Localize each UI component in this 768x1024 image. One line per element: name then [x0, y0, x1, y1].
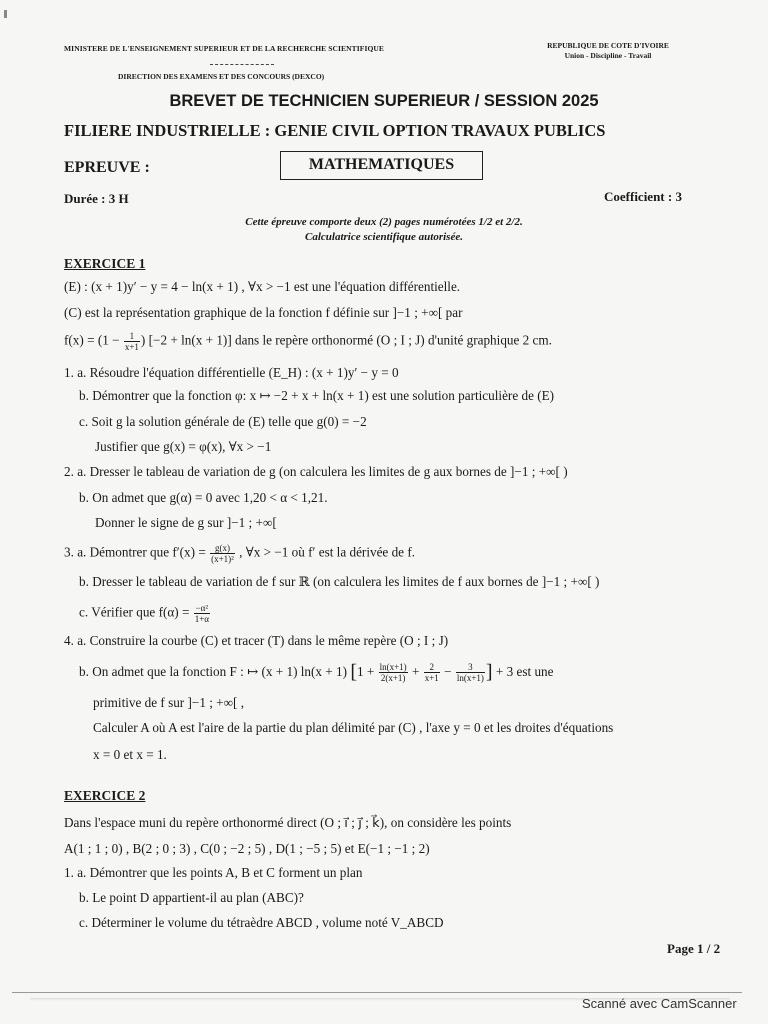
exam-title: BREVET DE TECHNICIEN SUPERIEUR / SESSION 2025: [169, 92, 599, 110]
question-4b: b. On admet que la fonction F : ↦ (x + 1) ln(x + 1) [1 + $\frac{\ln(x+1)}{2(x+1)}$ + $\frac{2}{x+1}$ − $\frac{3}{\ln(x+1)}$ ] + 3 est une: [79, 661, 554, 684]
coefficient: Coefficient : 3: [604, 189, 682, 204]
bottom-rule: [12, 992, 742, 993]
f-prime-fraction: $\frac{g(x)}{\text{(x+1)²}}$: [211, 543, 234, 564]
exercise-1-title: EXERCICE 1: [64, 256, 146, 271]
subject-box: MATHEMATIQUES: [280, 151, 483, 180]
question-1a: 1. a. Résoudre l'équation différentielle (E_H) : (x + 1)y′ − y = 0: [64, 365, 399, 380]
question-2b: b. On admet que g(α) = 0 avec 1,20 < α < 1,21.: [79, 490, 328, 505]
scan-speck: [4, 10, 7, 18]
ex1-equation-E: (E) : (x + 1)y′ − y = 4 − ln(x + 1) , ∀x > −1 est une l'équation différentielle.: [64, 279, 461, 294]
ex2-question-1b: b. Le point D appartient-il au plan (ABC)?: [79, 890, 304, 905]
question-1c-justify: Justifier que g(x) = φ(x), ∀x > −1: [95, 439, 272, 454]
question-3a: 3. a. Démontrer que f′(x) = $\frac{g(x)}{\text{(x+1)²}}$ , ∀x > −1 où f′ est la dérivée de f.: [64, 543, 416, 564]
question-3c: c. Vérifier que f(α) = $\frac{\text{−α²}}{1+\alpha}$: [79, 603, 209, 624]
direction-header: DIRECTION DES EXAMENS ET DES CONCOURS (DEXCO): [118, 72, 325, 81]
f-alpha-fraction: $\frac{\text{−α²}}{1+\alpha}$: [194, 603, 209, 624]
ex2-question-1a: 1. a. Démontrer que les points A, B et C forment un plan: [64, 865, 363, 880]
ex2-question-1c: c. Déterminer le volume du tétraèdre ABCD , volume noté V_ABCD: [79, 915, 444, 930]
country-header: [528, 41, 688, 61]
question-4b-primitive: primitive de f sur ]−1 ; +∞[ ,: [93, 695, 244, 710]
page-number: Page 1 / 2: [667, 941, 721, 956]
question-2a: 2. a. Dresser le tableau de variation de g (on calculera les limites de g aux bornes de ]−1 ; +∞[ ): [64, 464, 568, 479]
question-4a: 4. a. Construire la courbe (C) et tracer (T) dans le même repère (O ; I ; J): [64, 633, 449, 648]
country-motto: Union - Discipline - Travail: [564, 51, 652, 60]
f-def-rest: ) [−2 + ln(x + 1)] dans le repère orthonormé (O ; I ; J) d'unité graphique 2 cm.: [140, 332, 552, 348]
ex2-points: A(1 ; 1 ; 0) , B(2 ; 0 ; 3) , C(0 ; −2 ; 5) , D(1 ; −5 ; 5) et E(−1 ; −1 ; 2): [64, 841, 430, 856]
ex2-space: Dans l'espace muni du repère orthonormé direct (O ; i⃗ ; j⃗ ; k⃗), on considère les points: [64, 815, 512, 830]
ex1-curve-C: (C) est la représentation graphique de la fonction f définie sur ]−1 ; +∞[ par: [64, 305, 463, 320]
epreuve-label: EPREUVE :: [64, 159, 150, 176]
intro-calculator: Calculatrice scientifique autorisée.: [305, 231, 463, 243]
ministry-header: MINISTERE DE L'ENSEIGNEMENT SUPERIEUR ET DE LA RECHERCHE SCIENTIFIQUE: [64, 44, 385, 53]
question-1c: c. Soit g la solution générale de (E) telle que g(0) = −2: [79, 414, 367, 429]
question-4b-area: Calculer A où A est l'aire de la partie du plan délimité par (C) , l'axe y = 0 et les droites d'équations: [93, 720, 614, 735]
f-def-paren: (1 −: [97, 332, 123, 348]
scanner-watermark: Scanné avec CamScanner: [582, 996, 737, 1011]
intro-pages: Cette épreuve comporte deux (2) pages numérotées 1/2 et 2/2.: [245, 216, 523, 228]
ex1-function-f: [64, 331, 552, 352]
question-4b-lines: x = 0 et x = 1.: [93, 747, 167, 762]
exercise-2-title: EXERCICE 2: [64, 788, 146, 803]
question-2b-sign: Donner le signe de g sur ]−1 ; +∞[: [95, 515, 277, 530]
f-def-start: f(x) =: [64, 332, 98, 348]
filiere-title: FILIERE INDUSTRIELLE : GENIE CIVIL OPTION TRAVAUX PUBLICS: [64, 121, 606, 140]
duration: Durée : 3 H: [64, 191, 129, 206]
question-1b: b. Démontrer que la fonction φ: x ↦ −2 + x + ln(x + 1) est une solution particulière de (E): [79, 388, 555, 403]
country-name: REPUBLIQUE DE COTE D'IVOIRE: [547, 41, 669, 50]
header-separator: [210, 64, 274, 65]
f-def-fraction: $\frac{1}{x+1}$: [124, 331, 139, 352]
question-3b: b. Dresser le tableau de variation de f sur ℝ (on calculera les limites de f aux bornes de ]−1 ; +∞[ ): [79, 574, 600, 589]
